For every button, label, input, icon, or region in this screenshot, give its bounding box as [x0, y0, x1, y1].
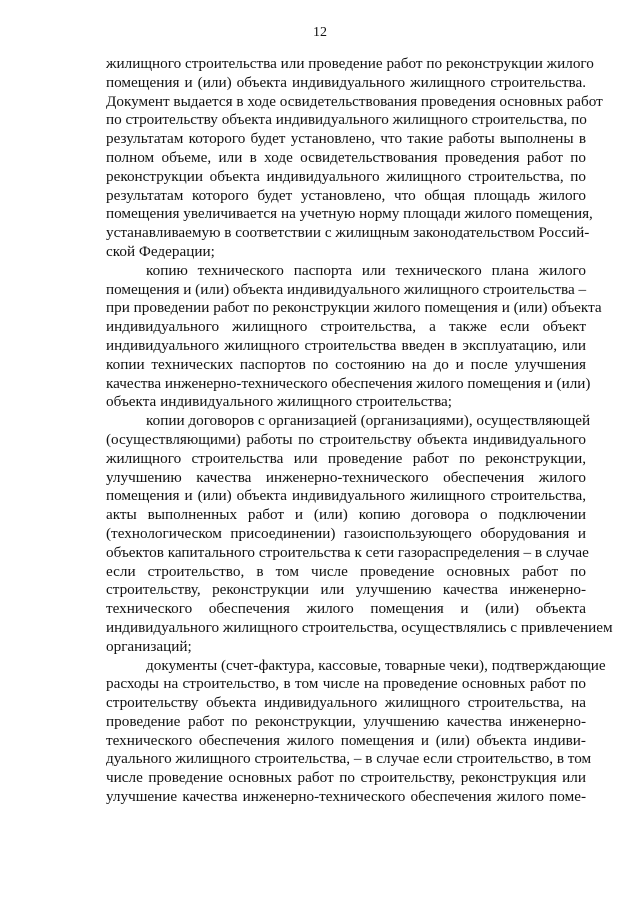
text-line: документы (счет-фактура, кассовые, товарные чеки), подтверждающие — [146, 656, 606, 674]
text-line: если строительство, в том числе проведение основных работ по — [106, 562, 586, 580]
text-line: индивидуального жилищного строительства, а также если объект — [106, 318, 586, 336]
text-line: дуального жилищного строительства, – в случае если строительство, в том — [106, 750, 592, 768]
text-line: помещения и (или) объекта индивидуального жилищного строительства, — [106, 487, 586, 505]
text-line: Документ выдается в ходе освидетельствования проведения основных работ — [106, 92, 603, 110]
text-line: объекта индивидуального жилищного строительства; — [106, 393, 453, 411]
paragraph — [106, 412, 613, 656]
text-line: качества инженерно-технического обеспечения жилого помещения и (или) — [106, 374, 591, 392]
text-line: устанавливаемую в соответствии с жилищным законодательством Россий- — [106, 224, 590, 242]
paragraph — [106, 261, 602, 412]
page-number: 12 — [313, 25, 327, 40]
text-line: копии технических паспортов по состоянию на до и после улучшения — [106, 355, 586, 373]
text-line: (технологическом присоединении) газоиспользующего оборудования и — [106, 524, 586, 542]
text-line: жилищного строительства или проведение работ по реконструкции, — [106, 449, 586, 467]
text-line: (осуществляющими) работы по строительству объекта индивидуального — [106, 430, 586, 448]
text-line: строительству, реконструкции или улучшению качества инженерно- — [106, 581, 586, 599]
text-line: объектов капитального строительства к сети газораспределения – в случае — [106, 543, 589, 561]
text-line: результатам которого будет установлено, что такие работы выполнены в — [106, 130, 586, 148]
text-line: индивидуального жилищного строительства введен в эксплуатацию, или — [106, 336, 586, 354]
text-line: реконструкции объекта индивидуального жилищного строительства, по — [106, 167, 586, 185]
text-line: помещения и (или) объекта индивидуального жилищного строительства – — [106, 280, 587, 298]
text-line: по строительству объекта индивидуального жилищного строительства, по — [106, 111, 587, 129]
text-line: помещения и (или) объекта индивидуального жилищного строительства. — [106, 73, 586, 91]
text-line: ской Федерации; — [106, 242, 215, 260]
text-line: улучшение качества инженерно-технического обеспечения жилого поме- — [106, 788, 586, 806]
text-line: проведение работ по реконструкции, улучшению качества инженерно- — [106, 712, 586, 730]
text-line: жилищного строительства или проведение работ по реконструкции жилого — [106, 55, 594, 72]
text-line: помещения увеличивается на учетную норму площади жилого помещения, — [106, 205, 593, 223]
text-line: расходы на строительство, в том числе на проведение основных работ по — [106, 675, 586, 693]
paragraph — [106, 656, 606, 807]
text-line: улучшению качества инженерно-технического обеспечения жилого — [106, 468, 586, 486]
text-line: технического обеспечения жилого помещения и (или) объекта индиви- — [106, 731, 586, 749]
text-line: организаций; — [106, 637, 192, 655]
text-line: при проведении работ по реконструкции жилого помещения и (или) объекта — [106, 299, 602, 317]
paragraph — [106, 55, 603, 262]
text-line: числе проведение основных работ по строительству, реконструкция или — [106, 769, 586, 787]
text-line: результатам которого будет установлено, что общая площадь жилого — [106, 186, 586, 204]
text-line: технического обеспечения жилого помещения и (или) объекта — [106, 600, 586, 618]
text-line: индивидуального жилищного строительства, осуществлялись с привлечением — [106, 618, 613, 636]
text-line: строительству объекта индивидуального жилищного строительства, на — [106, 694, 586, 712]
text-line: полном объеме, или в ходе освидетельствования проведения работ по — [106, 148, 586, 166]
document-body — [106, 55, 613, 807]
text-line: акты выполненных работ и (или) копию договора о подключении — [106, 506, 586, 524]
text-line: копию технического паспорта или технического плана жилого — [146, 261, 586, 279]
text-line: копии договоров с организацией (организациями), осуществляющей — [146, 412, 591, 430]
